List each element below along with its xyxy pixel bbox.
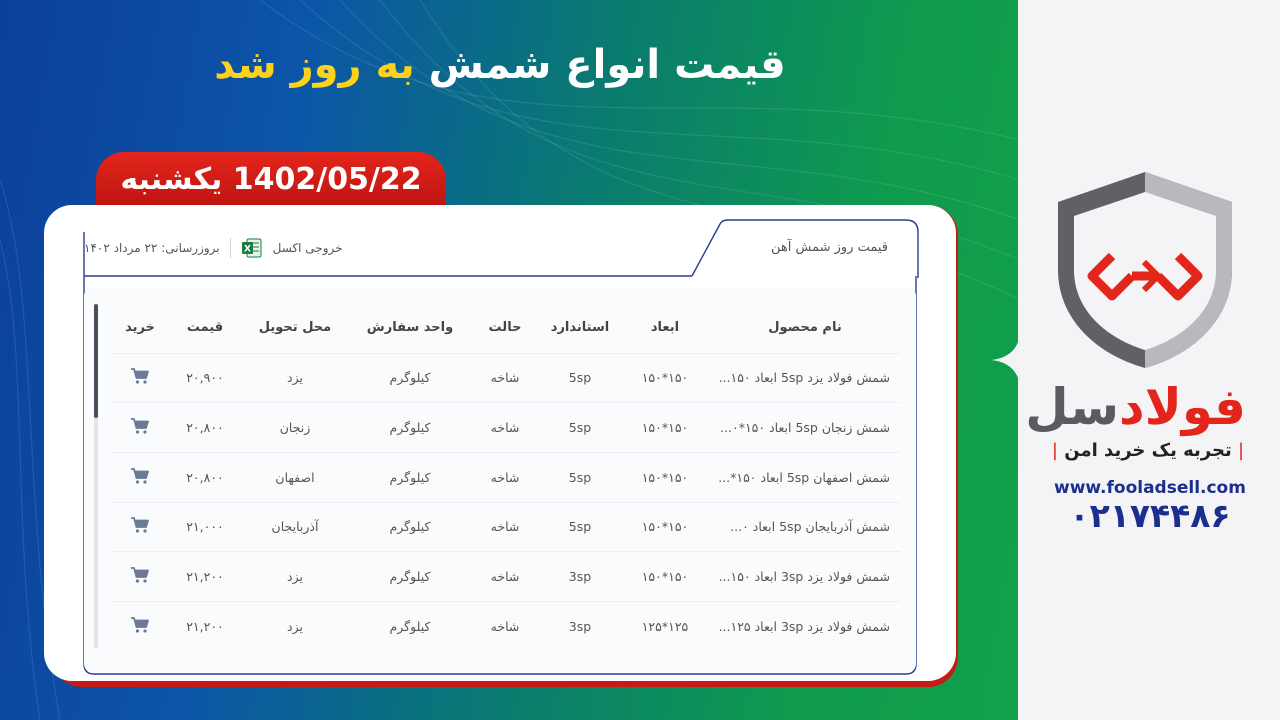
cell-delivery-place: یزد [240,353,350,403]
cart-icon[interactable] [130,566,150,584]
date-badge: 1402/05/22 یکشنبه [96,152,446,214]
cell-price: ۲۰,۹۰۰ [170,353,240,403]
cell-price: ۲۱,۲۰۰ [170,552,240,602]
cell-standard: 3sp [540,601,620,651]
excel-export-link[interactable]: خروجی اکسل [272,241,343,255]
cell-order-unit: کیلوگرم [350,601,470,651]
table-row [110,353,900,403]
cell-standard: 5sp [540,452,620,502]
table-row [110,452,900,502]
brand-name [1025,378,1246,436]
headline-highlight: به روز شد [214,42,415,88]
card-title: قیمت روز شمش آهن [771,240,888,255]
col-state: حالت [488,320,522,336]
cell-state: شاخه [470,502,540,552]
cart-icon[interactable] [130,417,150,435]
cell-standard: 5sp [540,353,620,403]
cell-standard: 5sp [540,502,620,552]
cell-dimensions: ۱۵۰*۱۵۰ [620,452,710,502]
panel-notch [960,330,1020,390]
price-table [110,303,900,651]
cell-buy [110,353,170,403]
brand-shield-logo [1052,170,1238,370]
cart-icon[interactable] [130,616,150,634]
cell-delivery-place: یزد [240,601,350,651]
tagline-bar-left: | [1051,440,1058,461]
excel-icon[interactable] [241,237,263,259]
cell-order-unit: کیلوگرم [350,353,470,403]
col-delivery-place: محل تحویل [258,320,332,336]
cell-state: شاخه [470,403,540,453]
cart-icon[interactable] [130,467,150,485]
cell-order-unit: کیلوگرم [350,502,470,552]
cell-price: ۲۰,۸۰۰ [170,452,240,502]
col-product-name: نام محصول [768,320,842,336]
cell-product-name: شمش اصفهان 5sp ابعاد ۱۵۰*... [710,452,900,502]
cell-price: ۲۱,۰۰۰ [170,502,240,552]
card-toolbar [84,236,343,260]
col-buy: خرید [125,320,155,336]
headline-main: قیمت انواع شمش [428,42,786,88]
cell-product-name: شمش آذربایجان 5sp ابعاد ۰... [710,502,900,552]
cell-product-name: شمش فولاد یزد 3sp ابعاد ۱۵۰... [710,552,900,602]
cell-dimensions: ۱۲۵*۱۲۵ [620,601,710,651]
col-standard: استاندارد [550,320,610,336]
brand-phone[interactable]: ۰۲۱۷۴۴۸۶ [1069,496,1231,535]
col-dimensions: ابعاد [650,320,680,336]
brand-name-part1: فولاد [1119,378,1246,436]
cell-delivery-place: یزد [240,552,350,602]
brand-name-part2: سل [1025,378,1120,436]
col-order-unit: واحد سفارش [366,320,454,336]
cell-dimensions: ۱۵۰*۱۵۰ [620,403,710,453]
cell-price: ۲۱,۲۰۰ [170,601,240,651]
table-row [110,601,900,651]
cell-product-name: شمش زنجان 5sp ابعاد ۱۵۰*۰... [710,403,900,453]
col-price: قیمت [186,320,224,336]
table-row [110,552,900,602]
cell-delivery-place: آذربایجان [240,502,350,552]
cell-buy [110,403,170,453]
cell-buy [110,601,170,651]
cell-order-unit: کیلوگرم [350,403,470,453]
cart-icon[interactable] [130,367,150,385]
cell-delivery-place: اصفهان [240,452,350,502]
cell-standard: 3sp [540,552,620,602]
brand-tagline [1050,440,1246,461]
cell-product-name: شمش فولاد یزد 5sp ابعاد ۱۵۰... [710,353,900,403]
cell-state: شاخه [470,353,540,403]
cell-buy [110,552,170,602]
headline [200,42,800,88]
toolbar-divider [230,238,231,258]
table-scrollbar-thumb[interactable] [94,304,98,418]
cell-standard: 5sp [540,403,620,453]
cell-dimensions: ۱۵۰*۱۵۰ [620,502,710,552]
table-row [110,502,900,552]
cell-state: شاخه [470,452,540,502]
cell-order-unit: کیلوگرم [350,452,470,502]
brand-website[interactable]: www.fooladsell.com [1054,478,1246,498]
cell-dimensions: ۱۵۰*۱۵۰ [620,552,710,602]
cell-dimensions: ۱۵۰*۱۵۰ [620,353,710,403]
cell-state: شاخه [470,552,540,602]
cell-buy [110,502,170,552]
table-row [110,403,900,453]
tagline-text: تجربه یک خرید امن [1064,440,1232,461]
cell-price: ۲۰,۸۰۰ [170,403,240,453]
table-header-row [110,303,900,353]
svg-text:X: X [243,244,251,255]
cell-buy [110,452,170,502]
cell-delivery-place: زنجان [240,403,350,453]
cart-icon[interactable] [130,516,150,534]
cell-state: شاخه [470,601,540,651]
tagline-bar-right: | [1238,440,1245,461]
cell-product-name: شمش فولاد یزد 3sp ابعاد ۱۲۵... [710,601,900,651]
update-date: بروزرسانی: ۲۲ مرداد ۱۴۰۲ [84,241,220,255]
cell-order-unit: کیلوگرم [350,552,470,602]
